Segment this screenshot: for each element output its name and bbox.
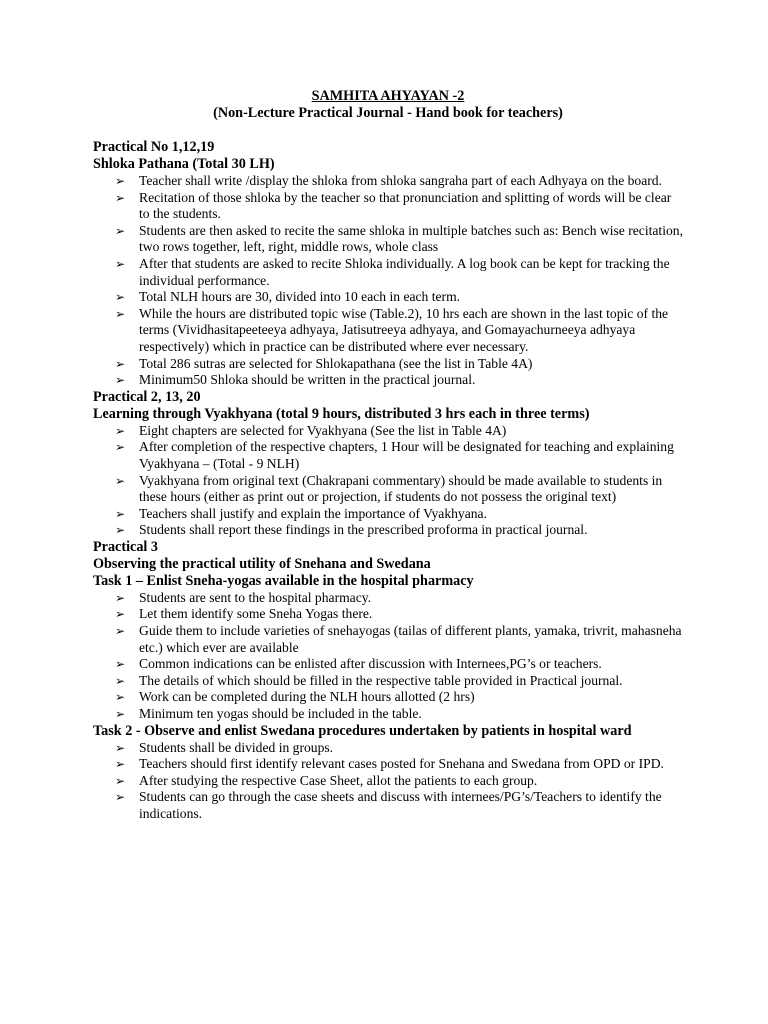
section-heading: Practical 3 [93,538,158,555]
list-item [93,306,683,356]
list-item-text: While the hours are distributed topic wise (Table.2), 10 hrs each are shown in the last topic of the terms (Vividhasitapeeteeya adhyaya, Jatisutreeya adhyaya, and Gomayachurneeya adhyaya respectively) which in practice can be distributed where ever necessary. [139,305,669,354]
spacer [93,122,683,139]
arrow-bullet-icon: ➢ [115,773,126,788]
arrow-bullet-icon: ➢ [115,423,126,438]
list-item-text: Work can be completed during the NLH hours allotted (2 hrs) [139,689,475,705]
arrow-bullet-icon: ➢ [115,290,126,305]
list-item [93,522,683,539]
list-item [93,289,683,306]
list-item [93,740,683,757]
arrow-bullet-icon: ➢ [115,190,126,205]
list-item [93,256,683,289]
list-item-text: After completion of the respective chapters, 1 Hour will be designated for teaching and explaining Vyakhyana – (Total - 9 NLH) [139,439,674,471]
list-item-text: Students shall report these findings in the prescribed proforma in practical journal. [139,522,588,538]
list-item-text: Students shall be divided in groups. [139,739,334,755]
list-item-text: The details of which should be filled in the respective table provided in Practical journal. [139,672,623,688]
section-heading: Observing the practical utility of Snehana and Swedana [93,555,431,572]
arrow-bullet-icon: ➢ [115,306,126,321]
arrow-bullet-icon: ➢ [115,506,126,521]
list-item [93,190,683,223]
list-item-text: Teacher shall write /display the shloka from shloka sangraha part of each Adhyaya on the board. [139,173,662,188]
document-subtitle: (Non-Lecture Practical Journal - Hand book for teachers) [213,105,563,121]
arrow-bullet-icon: ➢ [115,223,126,238]
section-heading: Practical No 1,12,19 [93,139,215,155]
document-page [93,88,683,823]
list-item [93,223,683,256]
document-title-block [93,88,683,122]
list-item [93,689,683,706]
list-item [93,506,683,523]
section [93,723,683,823]
list-item-text: Students are then asked to recite the same shloka in multiple batches such as: Bench wise recitation, two rows together, left, right, middle rows, whole class [139,222,683,255]
list-item-text: Common indications can be enlisted after discussion with Internees,PG’s or teachers. [139,656,602,672]
arrow-bullet-icon: ➢ [115,657,126,672]
bullet-list [93,740,683,823]
list-item [93,756,683,773]
list-item [93,439,683,472]
list-item [93,773,683,790]
arrow-bullet-icon: ➢ [115,473,126,488]
section-heading: Task 2 - Observe and enlist Swedana procedures undertaken by patients in hospital ward [93,722,632,739]
list-item [93,173,683,190]
arrow-bullet-icon: ➢ [115,440,126,455]
list-item [93,606,683,623]
list-item-text: Eight chapters are selected for Vyakhyana (See the list in Table 4A) [139,422,507,438]
arrow-bullet-icon: ➢ [115,256,126,271]
document-body [93,139,683,823]
arrow-bullet-icon: ➢ [115,607,126,622]
list-item-text: Minimum50 Shloka should be written in the practical journal. [139,372,476,388]
bullet-list [93,173,683,389]
list-item [93,673,683,690]
list-item-text: Vyakhyana from original text (Chakrapani commentary) should be made available to students in these hours (either as print out or projection, if students do not possess the original text) [139,472,663,505]
section [93,539,683,723]
section-heading: Shloka Pathana (Total 30 LH) [93,156,275,172]
list-item-text: Total 286 sutras are selected for Shlokapathana (see the list in Table 4A) [139,355,533,371]
list-item-text: Teachers should first identify relevant cases posted for Snehana and Swedana from OPD or IPD. [139,756,664,772]
list-item [93,706,683,723]
list-item-text: After studying the respective Case Sheet, allot the patients to each group. [139,772,538,788]
arrow-bullet-icon: ➢ [115,373,126,388]
document-title: SAMHITA AHYAYAN -2 [311,88,465,104]
arrow-bullet-icon: ➢ [115,523,126,538]
list-item-text: Teachers shall justify and explain the importance of Vyakhyana. [139,505,487,521]
list-item-text: Guide them to include varieties of snehayogas (tailas of different plants, yamaka, trivrit, mahasneha etc.) which ever are available [139,623,682,655]
arrow-bullet-icon: ➢ [115,356,126,371]
list-item-text: Recitation of those shloka by the teacher so that pronunciation and splitting of words will be clear to the students. [139,189,672,222]
section [93,139,683,389]
list-item-text: Minimum ten yogas should be included in the table. [139,706,422,722]
arrow-bullet-icon: ➢ [115,757,126,772]
list-item [93,423,683,440]
arrow-bullet-icon: ➢ [115,673,126,688]
list-item [93,356,683,373]
list-item-text: Total NLH hours are 30, divided into 10 each in each term. [139,289,461,305]
list-item [93,590,683,607]
arrow-bullet-icon: ➢ [115,590,126,605]
section [93,389,683,539]
arrow-bullet-icon: ➢ [115,707,126,722]
list-item-text: After that students are asked to recite Shloka individually. A log book can be kept for tracking the individual performance. [139,255,670,288]
arrow-bullet-icon: ➢ [115,740,126,755]
arrow-bullet-icon: ➢ [115,174,126,188]
arrow-bullet-icon: ➢ [115,790,126,805]
list-item-text: Students can go through the case sheets and discuss with internees/PG’s/Teachers to identify the indications. [139,789,662,821]
list-item-text: Students are sent to the hospital pharmacy. [139,589,372,605]
list-item [93,372,683,389]
bullet-list [93,590,683,723]
list-item [93,656,683,673]
section-heading: Learning through Vyakhyana (total 9 hours, distributed 3 hrs each in three terms) [93,405,590,422]
list-item-text: Let them identify some Sneha Yogas there. [139,606,373,622]
list-item [93,789,683,822]
arrow-bullet-icon: ➢ [115,690,126,705]
bullet-list [93,423,683,539]
section-heading: Task 1 – Enlist Sneha-yogas available in the hospital pharmacy [93,572,474,589]
section-heading: Practical 2, 13, 20 [93,388,201,405]
arrow-bullet-icon: ➢ [115,624,126,639]
list-item [93,623,683,656]
list-item [93,473,683,506]
